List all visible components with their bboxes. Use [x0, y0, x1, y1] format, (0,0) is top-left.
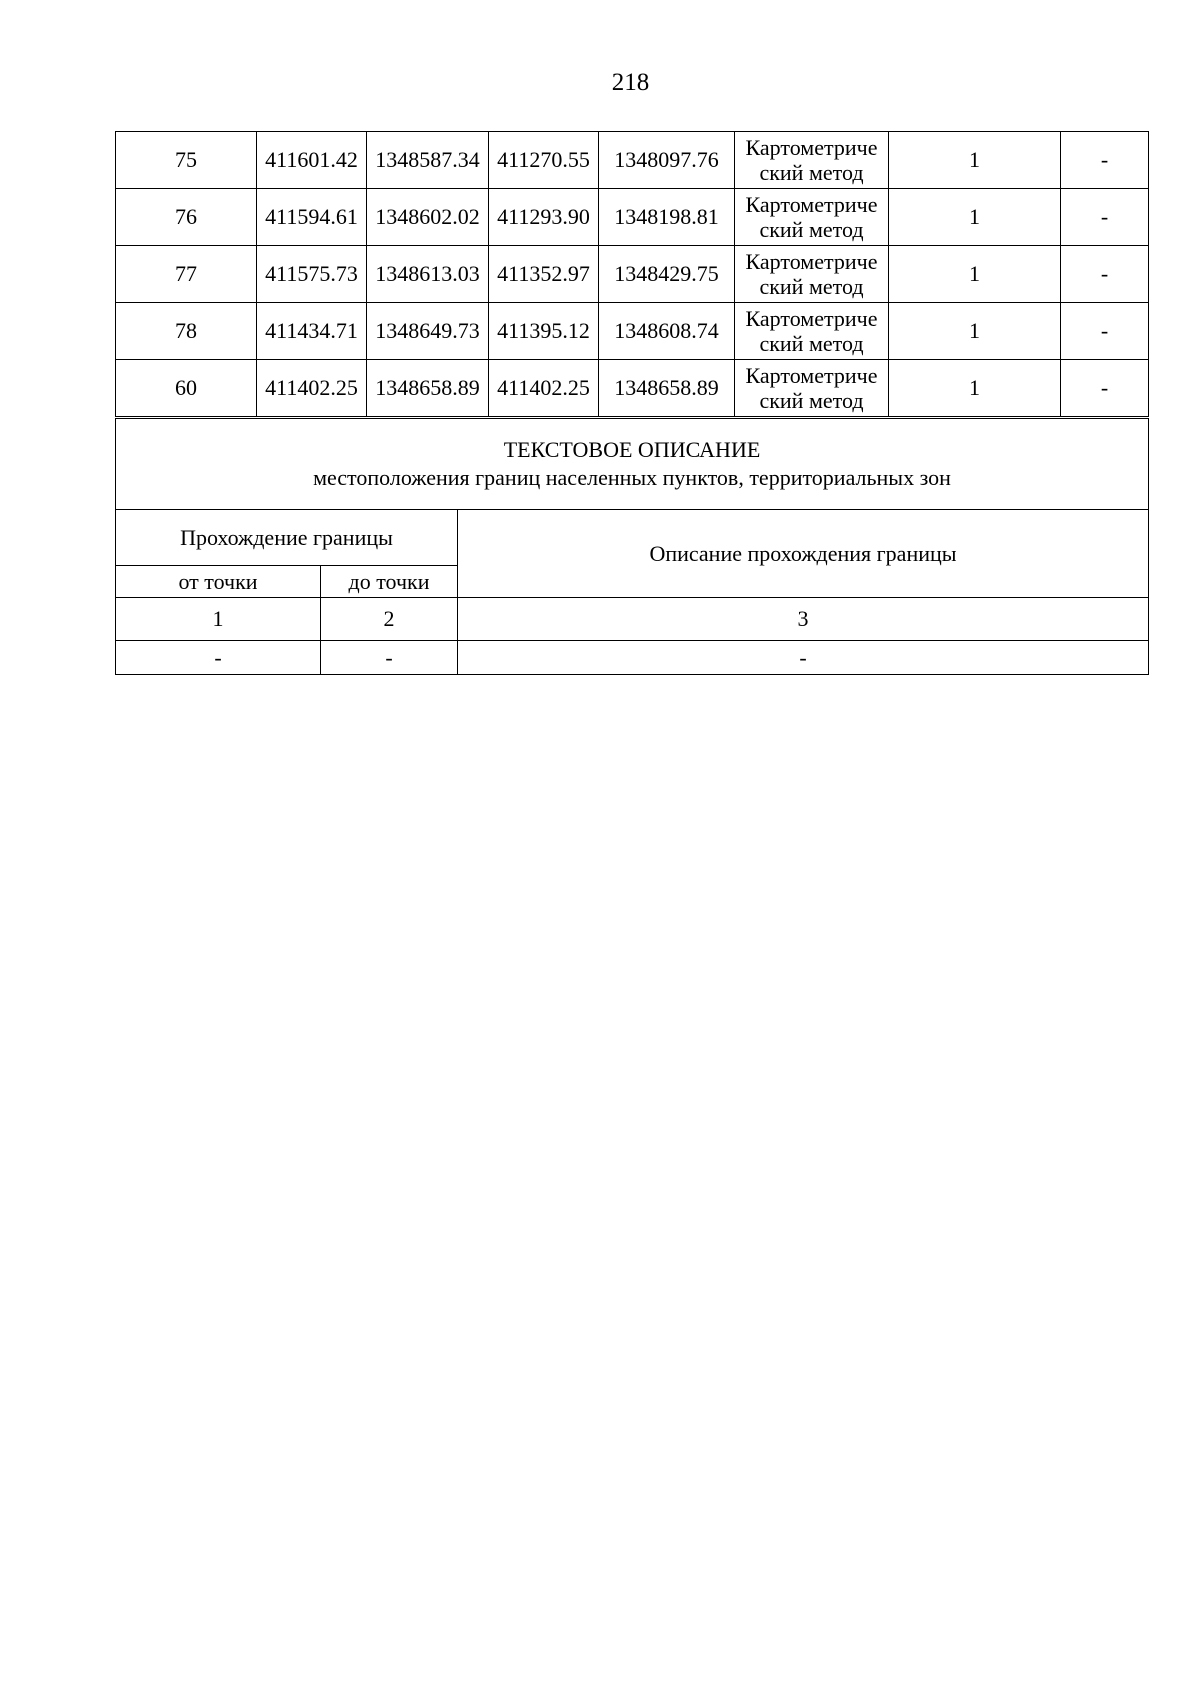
table-row: [116, 246, 1149, 303]
page-number: 218: [611, 69, 650, 96]
header-passage: Прохождение границы: [116, 510, 458, 566]
passage-description: -: [458, 641, 1149, 675]
y-existing: 1348613.03: [367, 246, 489, 303]
y-new: 1348429.75: [599, 246, 735, 303]
note: -: [1061, 303, 1149, 360]
method-line2: ский метод: [759, 160, 864, 185]
y-existing: 1348602.02: [367, 189, 489, 246]
column-number-3: 3: [458, 598, 1149, 641]
column-number-2: 2: [321, 598, 458, 641]
table-row: [116, 360, 1149, 417]
accuracy: 1: [889, 189, 1061, 246]
y-new: 1348097.76: [599, 132, 735, 189]
column-number-1: 1: [116, 598, 321, 641]
column-numbers-row: [116, 598, 1149, 641]
method-line1: Картометриче: [745, 306, 878, 331]
point-number: 76: [116, 189, 257, 246]
header-description: Описание прохождения границы: [458, 510, 1149, 598]
x-existing: 411575.73: [257, 246, 367, 303]
table-row: [116, 303, 1149, 360]
x-new: 411270.55: [489, 132, 599, 189]
method-line1: Картометриче: [745, 135, 878, 160]
description-title-row: [116, 419, 1149, 510]
text-description-table: [115, 418, 1149, 675]
method: [735, 303, 889, 360]
y-existing: 1348658.89: [367, 360, 489, 417]
x-new: 411402.25: [489, 360, 599, 417]
x-new: 411293.90: [489, 189, 599, 246]
point-number: 60: [116, 360, 257, 417]
x-existing: 411601.42: [257, 132, 367, 189]
accuracy: 1: [889, 246, 1061, 303]
coordinates-table: [115, 131, 1149, 417]
note: -: [1061, 189, 1149, 246]
method-line1: Картометриче: [745, 249, 878, 274]
y-new: 1348608.74: [599, 303, 735, 360]
point-number: 75: [116, 132, 257, 189]
x-existing: 411434.71: [257, 303, 367, 360]
x-existing: 411594.61: [257, 189, 367, 246]
method: [735, 189, 889, 246]
method-line2: ский метод: [759, 217, 864, 242]
to-point: -: [321, 641, 458, 675]
x-new: 411352.97: [489, 246, 599, 303]
from-point: -: [116, 641, 321, 675]
method-line2: ский метод: [759, 388, 864, 413]
y-existing: 1348587.34: [367, 132, 489, 189]
point-number: 77: [116, 246, 257, 303]
description-subtitle: местоположения границ населенных пунктов, территориальных зон: [313, 465, 951, 490]
description-title: ТЕКСТОВОЕ ОПИСАНИЕ: [503, 437, 761, 462]
header-from-point: от точки: [116, 566, 321, 598]
method: [735, 360, 889, 417]
note: -: [1061, 132, 1149, 189]
table-row: [116, 132, 1149, 189]
method-line1: Картометриче: [745, 363, 878, 388]
note: -: [1061, 360, 1149, 417]
x-existing: 411402.25: [257, 360, 367, 417]
accuracy: 1: [889, 303, 1061, 360]
method: [735, 132, 889, 189]
method: [735, 246, 889, 303]
y-existing: 1348649.73: [367, 303, 489, 360]
accuracy: 1: [889, 360, 1061, 417]
y-new: 1348658.89: [599, 360, 735, 417]
x-new: 411395.12: [489, 303, 599, 360]
note: -: [1061, 246, 1149, 303]
table-row: [116, 189, 1149, 246]
method-line2: ский метод: [759, 331, 864, 356]
header-row: [116, 510, 1149, 566]
method-line1: Картометриче: [745, 192, 878, 217]
point-number: 78: [116, 303, 257, 360]
accuracy: 1: [889, 132, 1061, 189]
table-row: [116, 641, 1149, 675]
description-title-cell: [116, 419, 1149, 510]
y-new: 1348198.81: [599, 189, 735, 246]
header-to-point: до точки: [321, 566, 458, 598]
method-line2: ский метод: [759, 274, 864, 299]
